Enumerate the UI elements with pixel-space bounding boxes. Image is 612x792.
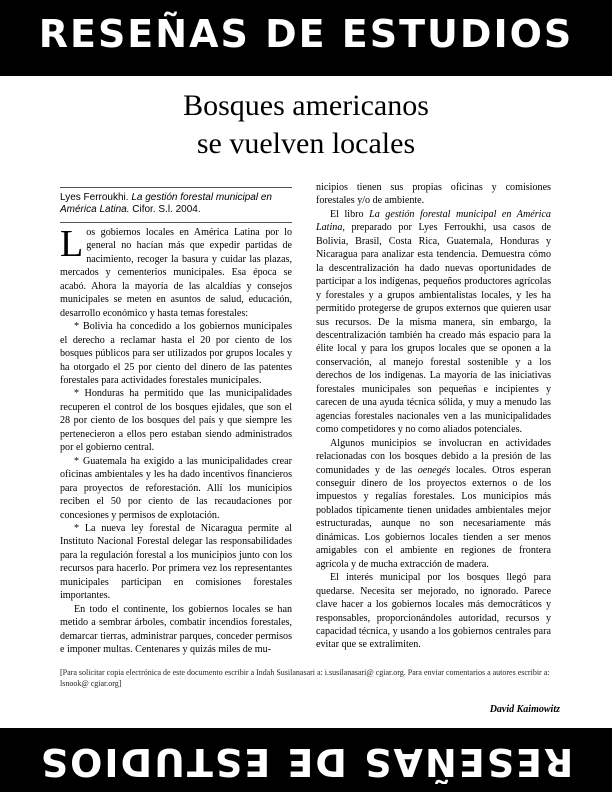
- section-header: RESEÑAS DE ESTUDIOS: [38, 12, 574, 56]
- left-column: [60, 223, 292, 657]
- paragraph: En todo el continente, los gobiernos locales se han metido a sembrar árboles, combatir incendios forestales, demarcar tierras, administrar parques, conceder permisos e imponer multas. Centenares y quizás miles de mu-: [60, 603, 292, 656]
- paragraph: * Guatemala ha exigido a las municipalidades crear oficinas ambientales y les ha dado incentivos financieros para proyectos de reforestación. Allí los municipios reciben el 50 por ciento de las recaudaciones por concesiones y permisos de explotación.: [60, 455, 292, 521]
- title-line-2: se vuelven locales: [196, 127, 416, 160]
- paragraph: El interés municipal por los bosques llegó para quedarse. Necesita ser mejorado, no ignorado. Parece clave hacer a los gobiernos locales más democráticos y responsables, proporcionándoles autoridad, recursos y capacidad técnica, y usando a los gobiernos centrales para evitar que se extralimiten.: [316, 572, 551, 651]
- book-citation: [60, 187, 292, 223]
- paragraph: nicipios tienen sus propias oficinas y comisiones forestales y/o de ambiente.: [316, 182, 551, 207]
- header-band: [0, 0, 612, 76]
- paragraph: * Bolivia ha concedido a los gobiernos municipales el derecho a reclamar hasta el 20 por ciento de los bosques públicos para ser utilizados por grupos locales y ha otorgado el 25 por ciento del dinero de las patentes forestales para actividades forestales municipales.: [60, 321, 292, 386]
- drop-cap: L: [60, 223, 84, 265]
- paragraph: El libro La gestión forestal municipal en América Latina, preparado por Lyes Ferroukhi, usa casos de Bolivia, Brasil, Costa Rica, Guatemala, Honduras y Nicaragua para analizar esta tendencia. Demuestra cómo la descentralización ha dado nuevas oportunidades de participar a los indígenas, pequeños productores agrícolas y forestales y a grupos ambientalistas locales, y les ha permitido protegerse de grupos externos que quieren usar sus recursos. De la misma manera, sin embargo, la descentralización también ha creado más espacio para la élite local y para los grupos locales que se oponen a la conservación, al manejo forestal sostenible y a los derechos de los indígenas. La mayoría de las iniciativas forestales municipales son pequeñas e incipientes y carecen de una ayuda técnica sólida, y muy a menudo las agencias forestales nacionales ven a las municipalidades como competidores y no como aliados potenciales.: [316, 208, 551, 436]
- citation-publisher: Cifor. S.l. 2004.: [132, 204, 201, 215]
- book-title-ref: La gestión forestal municipal en América Latina: [316, 208, 551, 234]
- title-line-1: Bosques americanos: [183, 89, 429, 122]
- paragraph: Algunos municipios se involucran en actividades relacionadas con los bosques debido a la presión de las comunidades y de las oenegés locales. Otros esperan conseguir dinero de los proyectos externos o de los impuestos y regalías forestales. Los municipios más poblados típicamente tienen unidades ambientales mejor estructuradas, aunque no son necesariamente más dinámicas. Los gobiernos locales tienden a ser menos amigables con el ambiente en regiones de frontera agrícola y de mucha extracción de madera.: [316, 437, 552, 570]
- citation-author: Lyes Ferroukhi.: [60, 192, 129, 203]
- paragraph: * La nueva ley forestal de Nicaragua permite al Instituto Nacional Forestal delegar las responsabilidades para la regulación forestal a los municipios junto con los recursos para hacerlo. Por primera vez los representantes municipales participan en comisiones forestales importantes.: [60, 522, 292, 602]
- citation-book-title: La gestión forestal municipal en América Latina.: [60, 192, 272, 215]
- article-title: [0, 87, 612, 163]
- paragraph: * Honduras ha permitido que las municipalidades recuperen el control de los bosques ejidales, que son el 28 por ciento de los bosques del país y que siempre les pertenecieron a ellos pero estaban siendo administrados por el gobierno central.: [60, 388, 292, 454]
- author-signature: David Kaimowitz: [489, 704, 560, 715]
- paragraph: Los gobiernos locales en América Latina por lo general no hacían más que expedir partidas de nacimiento, recoger la basura y cuidar las plazas, mercados y cementerios municipales. Esa época se acabó. Ahora la mayoría de las alcaldías y consejos municipales se meten en asuntos de salud, educación, desarrollo económico y hasta temas forestales:: [60, 223, 292, 319]
- footnote: [Para solicitar copia electrónica de este documento escribir a Indah Susilanasari a: i.susilanasari@ cgiar.org. Para enviar comentarios a autores escribir a: lsnook@ cgiar.org]: [60, 668, 550, 688]
- section-footer-mirrored: RESEÑAS DE ESTUDIOS: [38, 740, 574, 784]
- footer-band: [0, 728, 612, 792]
- right-column: [316, 181, 551, 652]
